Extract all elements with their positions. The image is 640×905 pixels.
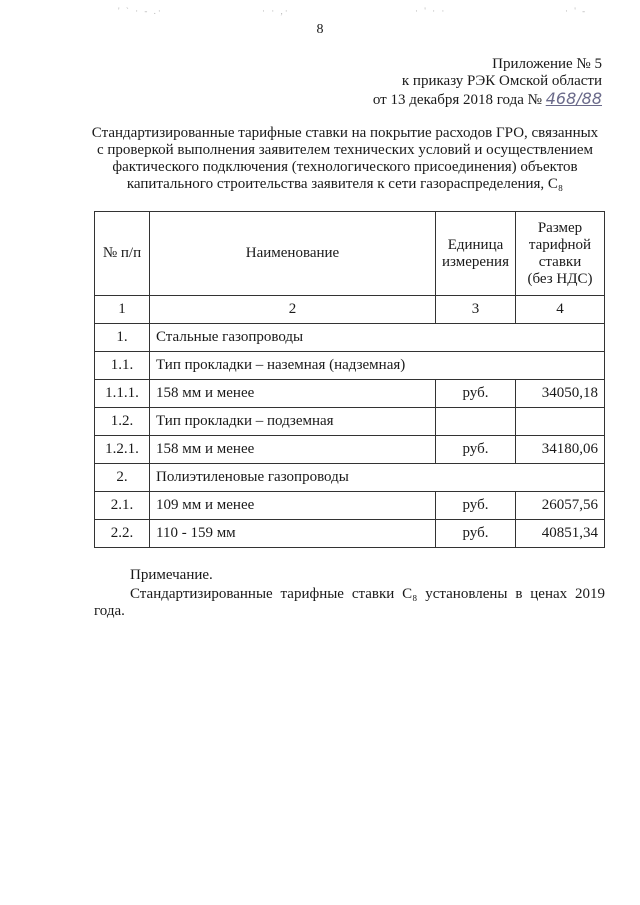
row-rate: 34050,18 — [516, 380, 605, 408]
title-line: Стандартизированные тарифные ставки на покрытие расходов ГРО, связанных — [91, 125, 599, 141]
table-row — [95, 408, 605, 436]
row-unit: руб. — [435, 380, 515, 408]
handwritten-order-number: 468/88 — [545, 89, 602, 108]
title-line: фактического подключения (технологического присоединения) объектов — [112, 159, 578, 175]
row-number: 2.1. — [95, 492, 150, 520]
row-number: 1.1.1. — [95, 380, 150, 408]
table-row — [95, 380, 605, 408]
row-name: Стальные газопроводы — [150, 324, 605, 352]
appendix-label: Приложение № 5 — [492, 56, 602, 72]
row-unit: руб. — [435, 492, 515, 520]
table-body — [95, 324, 605, 548]
row-number: 1.2.1. — [95, 436, 150, 464]
table-row — [95, 436, 605, 464]
row-rate — [516, 408, 605, 436]
column-index: 1 — [95, 296, 150, 324]
row-unit — [435, 408, 515, 436]
scan-mark: ' ` · - .· — [118, 6, 163, 16]
row-name: 158 мм и менее — [150, 436, 436, 464]
row-unit: руб. — [435, 520, 515, 548]
header-unit: Единица измерения — [435, 212, 515, 296]
scan-mark: · · ,· — [262, 6, 290, 16]
row-rate: 34180,06 — [516, 436, 605, 464]
row-unit: руб. — [435, 436, 515, 464]
row-name: Полиэтиленовые газопроводы — [150, 464, 605, 492]
row-name: 110 - 159 мм — [150, 520, 436, 548]
title-line: с проверкой выполнения заявителем технических условий и осуществлением — [97, 142, 593, 158]
header-num: № п/п — [95, 212, 150, 296]
table-header-row — [95, 212, 605, 296]
row-name: 158 мм и менее — [150, 380, 436, 408]
table-row — [95, 464, 605, 492]
column-index: 2 — [150, 296, 436, 324]
note-text: Стандартизированные тарифные ставки С₈ установлены в ценах 2019 года. — [94, 586, 605, 619]
row-number: 1. — [95, 324, 150, 352]
column-index-row — [95, 296, 605, 324]
document-title — [80, 125, 610, 193]
table-row — [95, 324, 605, 352]
rates-table — [94, 211, 605, 548]
column-index: 3 — [435, 296, 515, 324]
row-name: Тип прокладки – наземная (надземная) — [150, 352, 605, 380]
title-line: капитального строительства заявителя к сети газораспределения, С₈ — [126, 176, 564, 192]
row-name: 109 мм и менее — [150, 492, 436, 520]
appendix-header — [373, 56, 602, 109]
appendix-order-ref: к приказу РЭК Омской области — [401, 73, 602, 89]
row-name: Тип прокладки – подземная — [150, 408, 436, 436]
table-row — [95, 492, 605, 520]
scan-mark: · ' · · — [415, 6, 447, 16]
row-rate: 40851,34 — [516, 520, 605, 548]
scan-mark: · ' - — [565, 6, 588, 16]
header-name: Наименование — [150, 212, 436, 296]
row-number: 1.2. — [95, 408, 150, 436]
note-label: Примечание. — [130, 567, 213, 583]
page-number: 8 — [316, 22, 324, 37]
appendix-order-date: от 13 декабря 2018 года № 468/88 — [372, 89, 602, 108]
row-rate: 26057,56 — [516, 492, 605, 520]
header-rate: Размер тарифной ставки (без НДС) — [516, 212, 605, 296]
column-index: 4 — [516, 296, 605, 324]
row-number: 2.2. — [95, 520, 150, 548]
row-number: 1.1. — [95, 352, 150, 380]
table-row — [95, 352, 605, 380]
row-number: 2. — [95, 464, 150, 492]
table-row — [95, 520, 605, 548]
